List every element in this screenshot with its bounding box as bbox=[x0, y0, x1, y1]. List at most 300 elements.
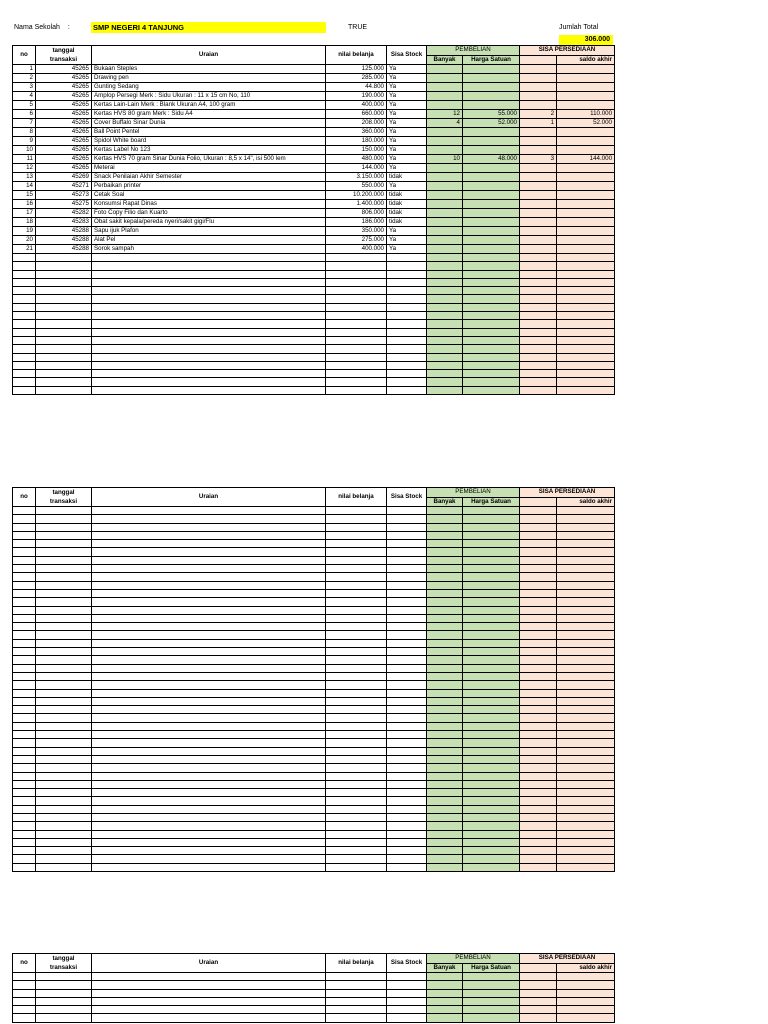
cell-saldo-akhir[interactable] bbox=[557, 973, 615, 981]
cell-sisa-stock[interactable] bbox=[387, 370, 427, 378]
cell-sisa[interactable] bbox=[520, 855, 557, 863]
cell-no[interactable] bbox=[13, 789, 36, 797]
cell-banyak[interactable] bbox=[427, 83, 463, 92]
cell-no[interactable]: 8 bbox=[13, 128, 36, 137]
cell-uraian[interactable] bbox=[92, 320, 326, 328]
cell-harga-satuan[interactable] bbox=[463, 1014, 520, 1022]
cell-sisa[interactable] bbox=[520, 270, 557, 278]
cell-sisa[interactable] bbox=[520, 182, 557, 191]
cell-no[interactable] bbox=[13, 863, 36, 871]
cell-tanggal[interactable] bbox=[36, 254, 92, 262]
cell-no[interactable] bbox=[13, 805, 36, 813]
cell-harga-satuan[interactable] bbox=[463, 278, 520, 286]
cell-saldo-akhir[interactable] bbox=[557, 722, 615, 730]
cell-harga-satuan[interactable] bbox=[463, 822, 520, 830]
cell-harga-satuan[interactable] bbox=[463, 336, 520, 344]
cell-uraian[interactable] bbox=[92, 270, 326, 278]
cell-sisa[interactable] bbox=[520, 681, 557, 689]
cell-uraian[interactable] bbox=[92, 623, 326, 631]
cell-tanggal[interactable] bbox=[36, 722, 92, 730]
cell-saldo-akhir[interactable] bbox=[557, 74, 615, 83]
cell-sisa-stock[interactable] bbox=[387, 573, 427, 581]
cell-sisa[interactable] bbox=[520, 739, 557, 747]
cell-harga-satuan[interactable] bbox=[463, 598, 520, 606]
cell-banyak[interactable] bbox=[427, 565, 463, 573]
cell-tanggal[interactable] bbox=[36, 981, 92, 989]
cell-tanggal[interactable] bbox=[36, 764, 92, 772]
cell-no[interactable] bbox=[13, 312, 36, 320]
cell-nilai[interactable] bbox=[326, 747, 387, 755]
cell-sisa[interactable] bbox=[520, 245, 557, 254]
cell-saldo-akhir[interactable] bbox=[557, 656, 615, 664]
cell-sisa[interactable] bbox=[520, 838, 557, 846]
cell-harga-satuan[interactable] bbox=[463, 236, 520, 245]
cell-banyak[interactable] bbox=[427, 312, 463, 320]
cell-tanggal[interactable]: 45265 bbox=[36, 74, 92, 83]
cell-nilai[interactable] bbox=[326, 973, 387, 981]
cell-sisa-stock[interactable] bbox=[387, 747, 427, 755]
cell-nilai[interactable] bbox=[326, 863, 387, 871]
cell-nilai[interactable] bbox=[326, 345, 387, 353]
cell-sisa-stock[interactable] bbox=[387, 772, 427, 780]
cell-sisa-stock[interactable] bbox=[387, 623, 427, 631]
cell-nilai[interactable] bbox=[326, 336, 387, 344]
cell-no[interactable]: 19 bbox=[13, 227, 36, 236]
cell-harga-satuan[interactable] bbox=[463, 989, 520, 997]
cell-sisa[interactable] bbox=[520, 614, 557, 622]
cell-nilai[interactable] bbox=[326, 581, 387, 589]
cell-banyak[interactable] bbox=[427, 838, 463, 846]
cell-saldo-akhir[interactable] bbox=[557, 227, 615, 236]
cell-no[interactable] bbox=[13, 830, 36, 838]
cell-no[interactable] bbox=[13, 589, 36, 597]
cell-saldo-akhir[interactable] bbox=[557, 370, 615, 378]
cell-uraian[interactable] bbox=[92, 706, 326, 714]
cell-sisa-stock[interactable] bbox=[387, 386, 427, 394]
cell-saldo-akhir[interactable] bbox=[557, 209, 615, 218]
cell-sisa[interactable] bbox=[520, 805, 557, 813]
cell-no[interactable] bbox=[13, 328, 36, 336]
cell-harga-satuan[interactable] bbox=[463, 747, 520, 755]
cell-tanggal[interactable] bbox=[36, 838, 92, 846]
cell-tanggal[interactable]: 45283 bbox=[36, 218, 92, 227]
cell-uraian[interactable]: Meterai bbox=[92, 164, 326, 173]
cell-no[interactable] bbox=[13, 747, 36, 755]
cell-sisa[interactable] bbox=[520, 722, 557, 730]
cell-uraian[interactable] bbox=[92, 378, 326, 386]
cell-no[interactable] bbox=[13, 614, 36, 622]
cell-uraian[interactable] bbox=[92, 573, 326, 581]
cell-no[interactable] bbox=[13, 386, 36, 394]
cell-nilai[interactable] bbox=[326, 739, 387, 747]
cell-no[interactable] bbox=[13, 254, 36, 262]
cell-uraian[interactable] bbox=[92, 772, 326, 780]
cell-tanggal[interactable]: 45269 bbox=[36, 173, 92, 182]
cell-nilai[interactable]: 125.000 bbox=[326, 65, 387, 74]
cell-banyak[interactable] bbox=[427, 540, 463, 548]
cell-sisa-stock[interactable]: Ya bbox=[387, 110, 427, 119]
cell-harga-satuan[interactable] bbox=[463, 1006, 520, 1014]
cell-sisa-stock[interactable]: Ya bbox=[387, 245, 427, 254]
cell-sisa-stock[interactable]: Ya bbox=[387, 101, 427, 110]
cell-harga-satuan[interactable] bbox=[463, 780, 520, 788]
cell-saldo-akhir[interactable] bbox=[557, 353, 615, 361]
cell-uraian[interactable] bbox=[92, 747, 326, 755]
cell-nilai[interactable] bbox=[326, 540, 387, 548]
cell-no[interactable] bbox=[13, 780, 36, 788]
cell-saldo-akhir[interactable] bbox=[557, 805, 615, 813]
cell-sisa[interactable] bbox=[520, 822, 557, 830]
cell-nilai[interactable] bbox=[326, 697, 387, 705]
cell-tanggal[interactable] bbox=[36, 697, 92, 705]
cell-sisa-stock[interactable] bbox=[387, 697, 427, 705]
cell-sisa-stock[interactable] bbox=[387, 606, 427, 614]
cell-sisa-stock[interactable] bbox=[387, 303, 427, 311]
cell-sisa-stock[interactable]: Ya bbox=[387, 227, 427, 236]
cell-no[interactable] bbox=[13, 548, 36, 556]
cell-tanggal[interactable]: 45273 bbox=[36, 191, 92, 200]
cell-sisa-stock[interactable] bbox=[387, 278, 427, 286]
cell-banyak[interactable] bbox=[427, 614, 463, 622]
cell-no[interactable]: 3 bbox=[13, 83, 36, 92]
cell-sisa[interactable] bbox=[520, 378, 557, 386]
cell-saldo-akhir[interactable] bbox=[557, 378, 615, 386]
cell-tanggal[interactable] bbox=[36, 648, 92, 656]
cell-tanggal[interactable] bbox=[36, 797, 92, 805]
cell-uraian[interactable] bbox=[92, 830, 326, 838]
cell-tanggal[interactable]: 45265 bbox=[36, 119, 92, 128]
cell-no[interactable]: 11 bbox=[13, 155, 36, 164]
cell-banyak[interactable]: 4 bbox=[427, 119, 463, 128]
cell-sisa[interactable] bbox=[520, 336, 557, 344]
cell-sisa[interactable] bbox=[520, 830, 557, 838]
cell-sisa[interactable] bbox=[520, 1014, 557, 1022]
cell-saldo-akhir[interactable] bbox=[557, 623, 615, 631]
cell-tanggal[interactable]: 45265 bbox=[36, 92, 92, 101]
cell-no[interactable] bbox=[13, 739, 36, 747]
cell-no[interactable] bbox=[13, 847, 36, 855]
cell-sisa[interactable] bbox=[520, 1006, 557, 1014]
cell-nilai[interactable] bbox=[326, 270, 387, 278]
cell-saldo-akhir[interactable] bbox=[557, 830, 615, 838]
nama-sekolah-value[interactable]: SMP NEGERI 4 TANJUNG bbox=[91, 22, 326, 33]
cell-tanggal[interactable] bbox=[36, 386, 92, 394]
cell-sisa[interactable] bbox=[520, 764, 557, 772]
cell-uraian[interactable] bbox=[92, 714, 326, 722]
cell-harga-satuan[interactable] bbox=[463, 589, 520, 597]
cell-sisa-stock[interactable]: Ya bbox=[387, 83, 427, 92]
cell-saldo-akhir[interactable] bbox=[557, 556, 615, 564]
cell-saldo-akhir[interactable] bbox=[557, 83, 615, 92]
cell-nilai[interactable] bbox=[326, 523, 387, 531]
cell-sisa-stock[interactable] bbox=[387, 656, 427, 664]
cell-nilai[interactable] bbox=[326, 714, 387, 722]
cell-uraian[interactable] bbox=[92, 1014, 326, 1022]
cell-no[interactable] bbox=[13, 523, 36, 531]
cell-harga-satuan[interactable] bbox=[463, 573, 520, 581]
cell-banyak[interactable] bbox=[427, 581, 463, 589]
cell-sisa[interactable] bbox=[520, 146, 557, 155]
cell-tanggal[interactable] bbox=[36, 672, 92, 680]
cell-sisa[interactable] bbox=[520, 548, 557, 556]
cell-tanggal[interactable] bbox=[36, 830, 92, 838]
cell-sisa[interactable] bbox=[520, 218, 557, 227]
cell-sisa[interactable] bbox=[520, 303, 557, 311]
cell-sisa-stock[interactable]: Ya bbox=[387, 236, 427, 245]
cell-nilai[interactable] bbox=[326, 507, 387, 515]
cell-sisa-stock[interactable] bbox=[387, 714, 427, 722]
cell-harga-satuan[interactable] bbox=[463, 74, 520, 83]
cell-nilai[interactable] bbox=[326, 648, 387, 656]
cell-tanggal[interactable] bbox=[36, 565, 92, 573]
cell-sisa-stock[interactable] bbox=[387, 764, 427, 772]
cell-nilai[interactable]: 400.000 bbox=[326, 245, 387, 254]
cell-sisa[interactable] bbox=[520, 656, 557, 664]
cell-saldo-akhir[interactable] bbox=[557, 236, 615, 245]
cell-sisa-stock[interactable]: tidak bbox=[387, 191, 427, 200]
cell-saldo-akhir[interactable] bbox=[557, 164, 615, 173]
cell-tanggal[interactable] bbox=[36, 345, 92, 353]
cell-sisa-stock[interactable] bbox=[387, 838, 427, 846]
cell-tanggal[interactable] bbox=[36, 805, 92, 813]
cell-sisa[interactable] bbox=[520, 997, 557, 1005]
cell-banyak[interactable] bbox=[427, 101, 463, 110]
cell-harga-satuan[interactable] bbox=[463, 689, 520, 697]
cell-banyak[interactable] bbox=[427, 1006, 463, 1014]
cell-nilai[interactable]: 806.000 bbox=[326, 209, 387, 218]
cell-nilai[interactable] bbox=[326, 573, 387, 581]
cell-saldo-akhir[interactable] bbox=[557, 218, 615, 227]
cell-nilai[interactable] bbox=[326, 1006, 387, 1014]
cell-uraian[interactable] bbox=[92, 764, 326, 772]
cell-nilai[interactable] bbox=[326, 623, 387, 631]
cell-uraian[interactable] bbox=[92, 361, 326, 369]
cell-no[interactable] bbox=[13, 378, 36, 386]
cell-saldo-akhir[interactable] bbox=[557, 706, 615, 714]
cell-saldo-akhir[interactable] bbox=[557, 747, 615, 755]
cell-uraian[interactable] bbox=[92, 540, 326, 548]
cell-saldo-akhir[interactable] bbox=[557, 772, 615, 780]
cell-harga-satuan[interactable] bbox=[463, 973, 520, 981]
cell-tanggal[interactable] bbox=[36, 1006, 92, 1014]
cell-harga-satuan[interactable] bbox=[463, 101, 520, 110]
cell-sisa-stock[interactable] bbox=[387, 287, 427, 295]
cell-tanggal[interactable] bbox=[36, 278, 92, 286]
cell-no[interactable]: 7 bbox=[13, 119, 36, 128]
cell-sisa-stock[interactable] bbox=[387, 295, 427, 303]
cell-nilai[interactable] bbox=[326, 548, 387, 556]
cell-nilai[interactable]: 550.000 bbox=[326, 182, 387, 191]
cell-banyak[interactable] bbox=[427, 706, 463, 714]
cell-no[interactable] bbox=[13, 598, 36, 606]
cell-sisa[interactable] bbox=[520, 714, 557, 722]
cell-sisa[interactable]: 1 bbox=[520, 119, 557, 128]
cell-nilai[interactable] bbox=[326, 606, 387, 614]
cell-uraian[interactable]: Amplop Persegi Merk : Sidu Ukuran : 11 x 15 cm No, 110 bbox=[92, 92, 326, 101]
cell-uraian[interactable]: Cetak Soal bbox=[92, 191, 326, 200]
cell-sisa[interactable] bbox=[520, 137, 557, 146]
cell-no[interactable]: 2 bbox=[13, 74, 36, 83]
cell-nilai[interactable] bbox=[326, 328, 387, 336]
cell-no[interactable] bbox=[13, 813, 36, 821]
cell-nilai[interactable] bbox=[326, 312, 387, 320]
cell-sisa-stock[interactable] bbox=[387, 320, 427, 328]
cell-uraian[interactable] bbox=[92, 556, 326, 564]
cell-harga-satuan[interactable]: 52.000 bbox=[463, 119, 520, 128]
cell-sisa[interactable] bbox=[520, 191, 557, 200]
cell-uraian[interactable] bbox=[92, 813, 326, 821]
cell-harga-satuan[interactable] bbox=[463, 262, 520, 270]
cell-sisa[interactable] bbox=[520, 361, 557, 369]
cell-sisa-stock[interactable]: Ya bbox=[387, 65, 427, 74]
cell-harga-satuan[interactable] bbox=[463, 838, 520, 846]
cell-uraian[interactable] bbox=[92, 664, 326, 672]
cell-banyak[interactable] bbox=[427, 556, 463, 564]
cell-uraian[interactable] bbox=[92, 739, 326, 747]
cell-banyak[interactable] bbox=[427, 648, 463, 656]
cell-nilai[interactable]: 3.150.000 bbox=[326, 173, 387, 182]
cell-saldo-akhir[interactable] bbox=[557, 182, 615, 191]
cell-saldo-akhir[interactable] bbox=[557, 137, 615, 146]
cell-harga-satuan[interactable] bbox=[463, 706, 520, 714]
cell-no[interactable] bbox=[13, 295, 36, 303]
cell-no[interactable] bbox=[13, 639, 36, 647]
cell-harga-satuan[interactable] bbox=[463, 128, 520, 137]
cell-nilai[interactable] bbox=[326, 672, 387, 680]
cell-sisa[interactable]: 2 bbox=[520, 110, 557, 119]
cell-harga-satuan[interactable] bbox=[463, 565, 520, 573]
cell-uraian[interactable]: Obat sakit kepala/pereda nyeri/sakit gigi/Flu bbox=[92, 218, 326, 227]
cell-banyak[interactable] bbox=[427, 65, 463, 74]
cell-no[interactable]: 15 bbox=[13, 191, 36, 200]
cell-uraian[interactable]: Spidol White board bbox=[92, 137, 326, 146]
cell-banyak[interactable] bbox=[427, 631, 463, 639]
cell-tanggal[interactable] bbox=[36, 639, 92, 647]
cell-banyak[interactable] bbox=[427, 789, 463, 797]
cell-tanggal[interactable] bbox=[36, 270, 92, 278]
cell-sisa[interactable] bbox=[520, 606, 557, 614]
cell-no[interactable] bbox=[13, 648, 36, 656]
cell-sisa[interactable] bbox=[520, 370, 557, 378]
cell-sisa[interactable] bbox=[520, 697, 557, 705]
cell-banyak[interactable] bbox=[427, 164, 463, 173]
cell-sisa-stock[interactable] bbox=[387, 312, 427, 320]
cell-no[interactable]: 4 bbox=[13, 92, 36, 101]
cell-saldo-akhir[interactable]: 110.000 bbox=[557, 110, 615, 119]
cell-sisa-stock[interactable] bbox=[387, 689, 427, 697]
cell-tanggal[interactable] bbox=[36, 262, 92, 270]
cell-no[interactable]: 17 bbox=[13, 209, 36, 218]
cell-nilai[interactable]: 44.800 bbox=[326, 83, 387, 92]
cell-banyak[interactable] bbox=[427, 320, 463, 328]
cell-harga-satuan[interactable] bbox=[463, 254, 520, 262]
cell-tanggal[interactable] bbox=[36, 507, 92, 515]
cell-uraian[interactable] bbox=[92, 681, 326, 689]
cell-tanggal[interactable] bbox=[36, 681, 92, 689]
cell-tanggal[interactable] bbox=[36, 328, 92, 336]
cell-no[interactable] bbox=[13, 336, 36, 344]
cell-nilai[interactable] bbox=[326, 287, 387, 295]
cell-tanggal[interactable] bbox=[36, 515, 92, 523]
cell-nilai[interactable] bbox=[326, 997, 387, 1005]
cell-tanggal[interactable] bbox=[36, 361, 92, 369]
cell-harga-satuan[interactable] bbox=[463, 656, 520, 664]
cell-uraian[interactable] bbox=[92, 838, 326, 846]
cell-banyak[interactable] bbox=[427, 361, 463, 369]
cell-harga-satuan[interactable] bbox=[463, 507, 520, 515]
cell-sisa-stock[interactable]: Ya bbox=[387, 92, 427, 101]
cell-sisa[interactable] bbox=[520, 101, 557, 110]
cell-tanggal[interactable] bbox=[36, 523, 92, 531]
cell-saldo-akhir[interactable] bbox=[557, 672, 615, 680]
cell-saldo-akhir[interactable] bbox=[557, 507, 615, 515]
cell-tanggal[interactable] bbox=[36, 312, 92, 320]
cell-nilai[interactable]: 275.000 bbox=[326, 236, 387, 245]
cell-uraian[interactable] bbox=[92, 656, 326, 664]
cell-nilai[interactable]: 150.000 bbox=[326, 146, 387, 155]
cell-uraian[interactable]: Snack Penilaian Akhir Semester bbox=[92, 173, 326, 182]
cell-no[interactable] bbox=[13, 320, 36, 328]
cell-tanggal[interactable]: 45265 bbox=[36, 65, 92, 74]
cell-saldo-akhir[interactable] bbox=[557, 312, 615, 320]
cell-harga-satuan[interactable] bbox=[463, 531, 520, 539]
cell-sisa-stock[interactable]: tidak bbox=[387, 209, 427, 218]
cell-banyak[interactable] bbox=[427, 515, 463, 523]
cell-nilai[interactable] bbox=[326, 755, 387, 763]
cell-uraian[interactable] bbox=[92, 997, 326, 1005]
cell-no[interactable] bbox=[13, 1006, 36, 1014]
cell-sisa[interactable] bbox=[520, 639, 557, 647]
cell-tanggal[interactable]: 45265 bbox=[36, 164, 92, 173]
cell-uraian[interactable] bbox=[92, 731, 326, 739]
cell-sisa-stock[interactable] bbox=[387, 780, 427, 788]
cell-banyak[interactable] bbox=[427, 989, 463, 997]
cell-nilai[interactable] bbox=[326, 731, 387, 739]
cell-saldo-akhir[interactable] bbox=[557, 101, 615, 110]
cell-banyak[interactable] bbox=[427, 822, 463, 830]
cell-harga-satuan[interactable] bbox=[463, 581, 520, 589]
cell-nilai[interactable] bbox=[326, 614, 387, 622]
cell-sisa-stock[interactable] bbox=[387, 270, 427, 278]
cell-sisa[interactable] bbox=[520, 847, 557, 855]
cell-banyak[interactable] bbox=[427, 805, 463, 813]
cell-harga-satuan[interactable] bbox=[463, 83, 520, 92]
cell-saldo-akhir[interactable] bbox=[557, 731, 615, 739]
cell-uraian[interactable] bbox=[92, 295, 326, 303]
cell-sisa-stock[interactable] bbox=[387, 540, 427, 548]
cell-no[interactable] bbox=[13, 515, 36, 523]
cell-nilai[interactable]: 1.400.000 bbox=[326, 200, 387, 209]
cell-nilai[interactable] bbox=[326, 797, 387, 805]
cell-harga-satuan[interactable] bbox=[463, 328, 520, 336]
cell-sisa-stock[interactable] bbox=[387, 855, 427, 863]
cell-sisa-stock[interactable] bbox=[387, 706, 427, 714]
cell-tanggal[interactable] bbox=[36, 320, 92, 328]
cell-uraian[interactable]: Perbaikan printer bbox=[92, 182, 326, 191]
cell-no[interactable] bbox=[13, 573, 36, 581]
cell-tanggal[interactable]: 45265 bbox=[36, 128, 92, 137]
cell-banyak[interactable] bbox=[427, 1014, 463, 1022]
cell-saldo-akhir[interactable] bbox=[557, 589, 615, 597]
cell-banyak[interactable] bbox=[427, 598, 463, 606]
cell-sisa-stock[interactable] bbox=[387, 361, 427, 369]
cell-sisa[interactable] bbox=[520, 236, 557, 245]
cell-sisa-stock[interactable] bbox=[387, 1006, 427, 1014]
cell-saldo-akhir[interactable] bbox=[557, 92, 615, 101]
cell-sisa-stock[interactable] bbox=[387, 813, 427, 821]
cell-harga-satuan[interactable] bbox=[463, 981, 520, 989]
cell-tanggal[interactable]: 45265 bbox=[36, 146, 92, 155]
